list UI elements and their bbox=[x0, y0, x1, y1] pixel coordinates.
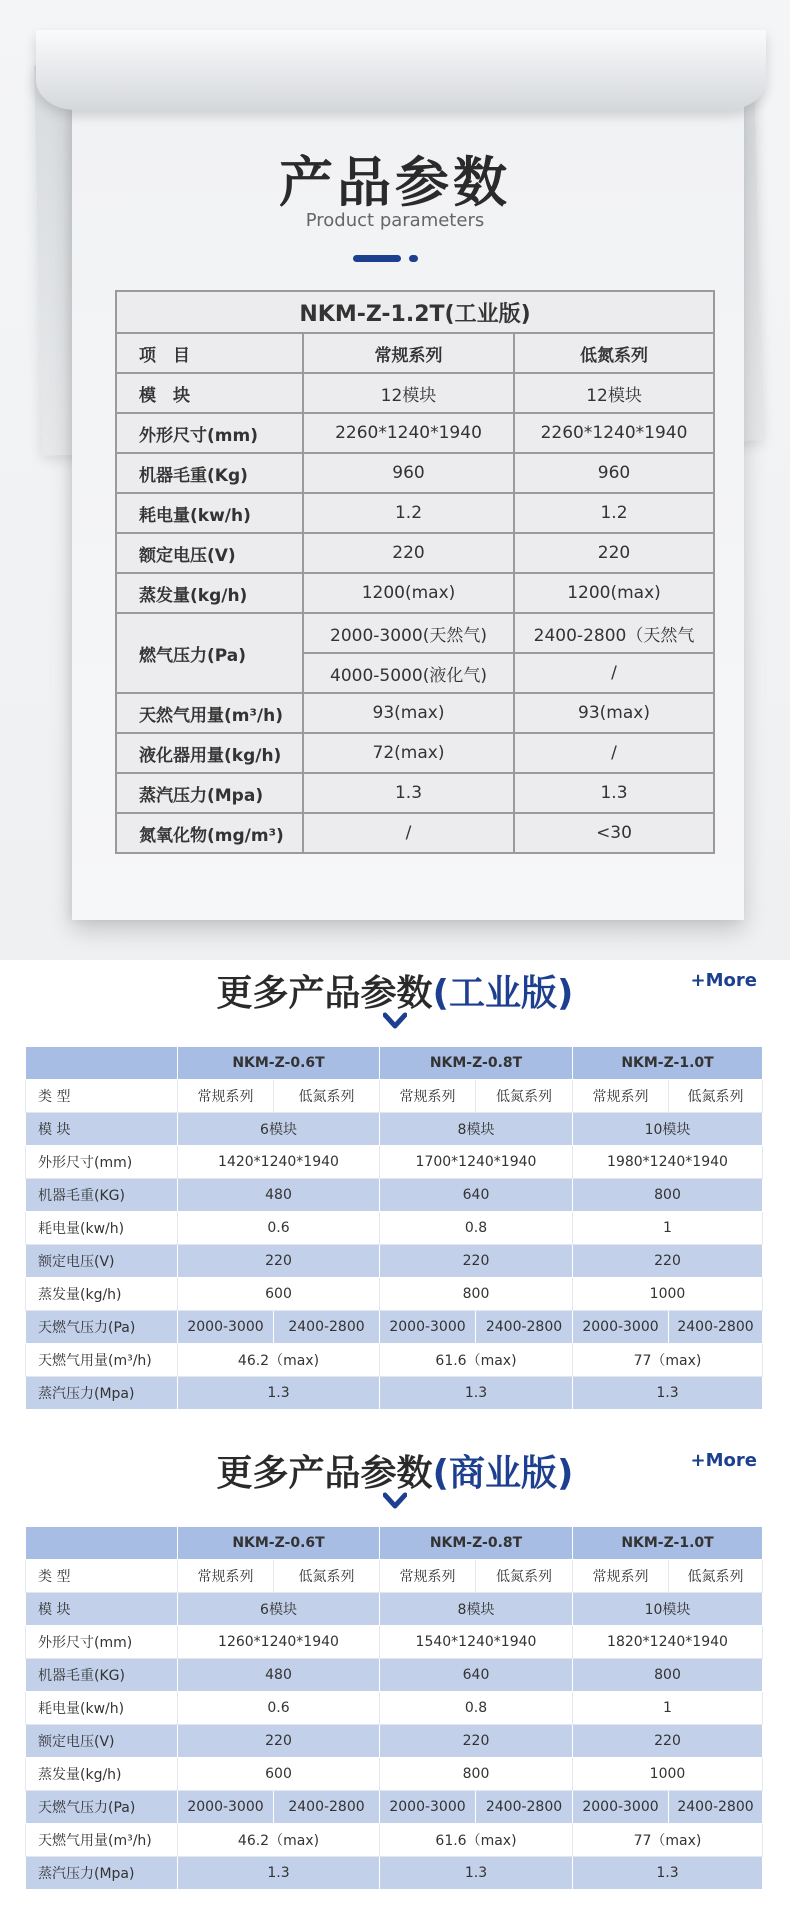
table-row: 氮氧化物(mg/m³) / <30 bbox=[116, 813, 714, 853]
table-row: 耗电量(kw/h) 0.6 0.8 1 bbox=[26, 1212, 763, 1245]
col-header-item: 项 目 bbox=[116, 333, 303, 373]
table-row: 蒸汽压力(Mpa) 1.3 1.3 1.3 bbox=[26, 1857, 763, 1890]
industrial-section-title: 更多产品参数(工业版) bbox=[216, 973, 574, 1014]
table-row: 模 块 12模块 12模块 bbox=[116, 373, 714, 413]
chevron-down-icon bbox=[383, 1492, 407, 1510]
main-model-title: NKM-Z-1.2T(工业版) bbox=[116, 291, 714, 333]
page-subtitle: Product parameters bbox=[305, 210, 485, 231]
page-title: 产品参数 bbox=[279, 151, 511, 214]
table-row: 天燃气压力(Pa) 2000-3000 2400-2800 2000-3000 2400-2800 2000-3000 2400-2800 bbox=[26, 1311, 763, 1344]
table-row: 4000-5000(液化气) / bbox=[116, 653, 714, 693]
col-header-low-nitrogen: 低氮系列 bbox=[514, 333, 714, 373]
table-row: 液化器用量(kg/h) 72(max) / bbox=[116, 733, 714, 773]
table-row: 燃气压力(Pa) 2000-3000(天然气) 2400-2800（天然气 bbox=[116, 613, 714, 653]
table-row: 外形尺寸(mm) 1420*1240*1940 1700*1240*1940 1980*1240*1940 bbox=[26, 1146, 763, 1179]
table-row: 机器毛重(KG) 480 640 800 bbox=[26, 1659, 763, 1692]
table-row: 类 型 常规系列 低氮系列 常规系列 低氮系列 常规系列 低氮系列 bbox=[26, 1560, 763, 1593]
table-row: 模 块 6模块 8模块 10模块 bbox=[26, 1593, 763, 1626]
table-row: 天然气用量(m³/h) 93(max) 93(max) bbox=[116, 693, 714, 733]
table-row: 耗电量(kw/h) 0.6 0.8 1 bbox=[26, 1692, 763, 1725]
industrial-more-link[interactable]: +More bbox=[690, 970, 757, 991]
table-row: 蒸发量(kg/h) 1200(max) 1200(max) bbox=[116, 573, 714, 613]
commercial-more-link[interactable]: +More bbox=[690, 1450, 757, 1471]
table-row: 额定电压(V) 220 220 220 bbox=[26, 1725, 763, 1758]
main-spec-table bbox=[115, 290, 715, 854]
table-row: 天燃气用量(m³/h) 46.2（max) 61.6（max) 77（max) bbox=[26, 1344, 763, 1377]
table-row: 外形尺寸(mm) 2260*1240*1940 2260*1240*1940 bbox=[116, 413, 714, 453]
chevron-down-icon bbox=[383, 1012, 407, 1030]
table-row: 蒸发量(kg/h) 600 800 1000 bbox=[26, 1278, 763, 1311]
table-row: 天燃气压力(Pa) 2000-3000 2400-2800 2000-3000 2400-2800 2000-3000 2400-2800 bbox=[26, 1791, 763, 1824]
table-row: 蒸汽压力(Mpa) 1.3 1.3 bbox=[116, 773, 714, 813]
table-row: 额定电压(V) 220 220 bbox=[116, 533, 714, 573]
commercial-spec-table: NKM-Z-0.6T NKM-Z-0.8T NKM-Z-1.0T 类 型 常规系列 低氮系列 常规系列 低氮系列 常规系列 低氮系列 模 块 6模块 8模块 10模块 外形尺寸(mm) 1260*1240*1940 1540*1240*1940 1820*1240*1940 机器毛重(KG) 480 640 800 耗电量(kw/h) 0.6 0.8 1 额定电压(V) 220 220 220 蒸发量(kg/h) 600 800 1000 天燃气压力(Pa) 2000-3000 2400-2800 2000-3000 2400-2800 2000-3000 2400-2800 天燃气用量(m³/h) 46.2（max) 61.6（max) 77（max) 蒸汽压力(Mpa) 1.3 1.3 1.3 bbox=[25, 1526, 763, 1890]
industrial-spec-table: NKM-Z-0.6T NKM-Z-0.8T NKM-Z-1.0T 类 型 常规系列 低氮系列 常规系列 低氮系列 常规系列 低氮系列 模 块 6模块 8模块 10模块 外形尺寸(mm) 1420*1240*1940 1700*1240*1940 1980*1240*1940 机器毛重(KG) 480 640 800 耗电量(kw/h) 0.6 0.8 1 额定电压(V) 220 220 220 蒸发量(kg/h) 600 800 1000 天燃气压力(Pa) 2000-3000 2400-2800 2000-3000 2400-2800 2000-3000 2400-2800 天燃气用量(m³/h) 46.2（max) 61.6（max) 77（max) 蒸汽压力(Mpa) 1.3 1.3 1.3 bbox=[25, 1046, 763, 1410]
commercial-section-title: 更多产品参数(商业版) bbox=[216, 1453, 574, 1494]
paper-curl bbox=[36, 30, 766, 110]
table-row: 耗电量(kw/h) 1.2 1.2 bbox=[116, 493, 714, 533]
col-header-regular: 常规系列 bbox=[303, 333, 514, 373]
table-row: 类 型 常规系列 低氮系列 常规系列 低氮系列 常规系列 低氮系列 bbox=[26, 1080, 763, 1113]
table-row: 模 块 6模块 8模块 10模块 bbox=[26, 1113, 763, 1146]
table-row: 机器毛重(KG) 480 640 800 bbox=[26, 1179, 763, 1212]
table-row: 额定电压(V) 220 220 220 bbox=[26, 1245, 763, 1278]
table-row: 蒸汽压力(Mpa) 1.3 1.3 1.3 bbox=[26, 1377, 763, 1410]
table-row: 天燃气用量(m³/h) 46.2（max) 61.6（max) 77（max) bbox=[26, 1824, 763, 1857]
table-row: 外形尺寸(mm) 1260*1240*1940 1540*1240*1940 1820*1240*1940 bbox=[26, 1626, 763, 1659]
table-row: 蒸发量(kg/h) 600 800 1000 bbox=[26, 1758, 763, 1791]
table-row: 机器毛重(Kg) 960 960 bbox=[116, 453, 714, 493]
